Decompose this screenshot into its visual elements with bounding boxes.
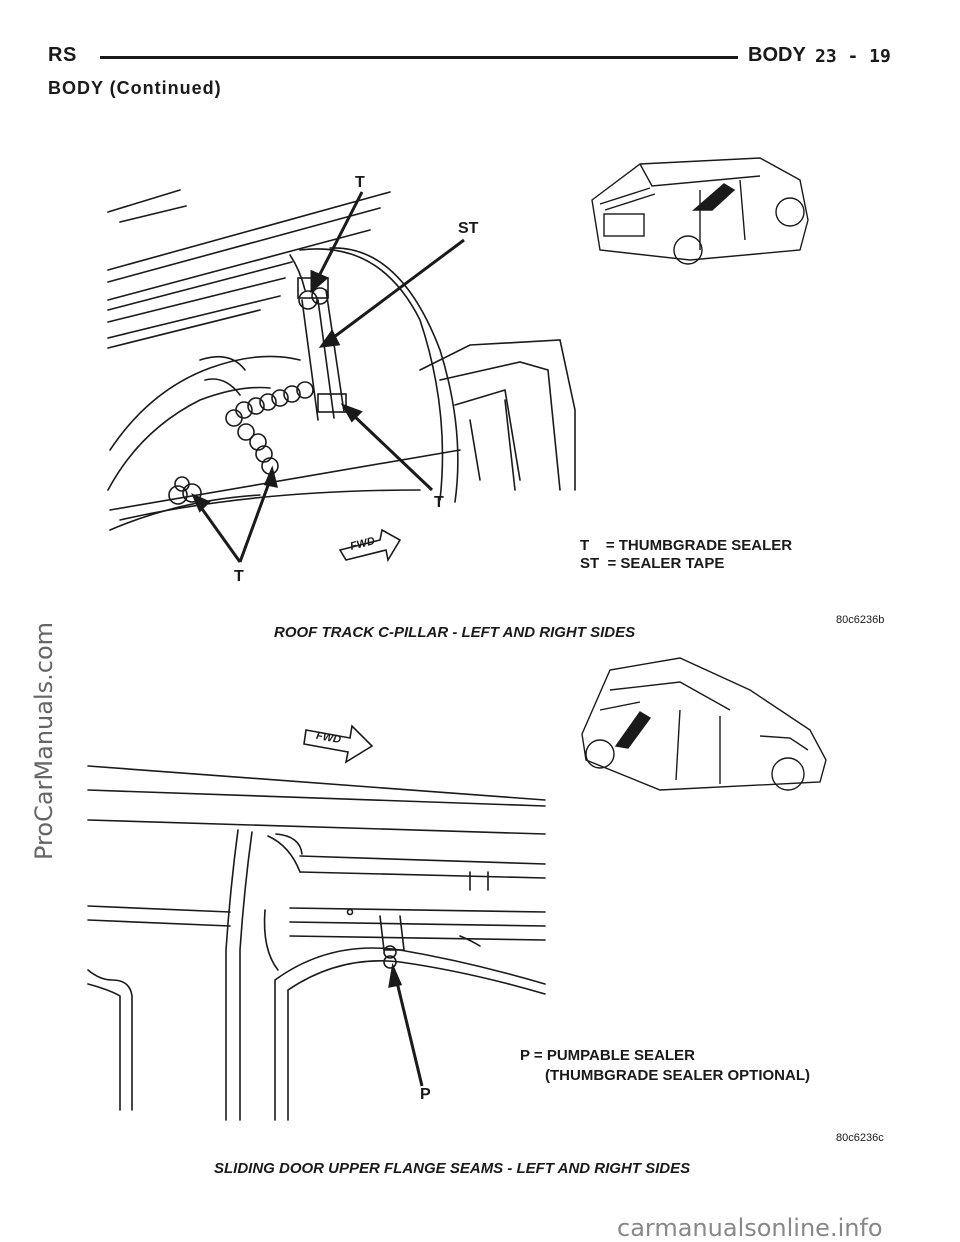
label-st: ST (458, 220, 479, 237)
roof-track-illustration (0, 150, 960, 650)
label-fwd: FWD (315, 729, 342, 747)
label-p: P (420, 1086, 431, 1103)
label-t-bottom: T (234, 568, 244, 585)
figure-caption: ROOF TRACK C-PILLAR - LEFT AND RIGHT SIDES (274, 624, 636, 641)
section-code: RS (48, 44, 77, 66)
figure-caption: SLIDING DOOR UPPER FLANGE SEAMS - LEFT AND RIGHT SIDES (214, 1160, 691, 1177)
figure-id: 80c6236b (836, 614, 885, 626)
section-title: BODY (748, 44, 806, 66)
legend-line-1: P = PUMPABLE SEALER (520, 1047, 695, 1064)
minivan-side-thumbnail (582, 658, 826, 790)
bottom-watermark: carmanualsonline.info (617, 1214, 883, 1242)
page-number: 23 - 19 (815, 46, 891, 67)
label-t-mid: T (434, 494, 444, 511)
legend-line-1: T = THUMBGRADE SEALER (580, 537, 793, 554)
header-rule (100, 56, 738, 59)
legend-line-2: (THUMBGRADE SEALER OPTIONAL) (520, 1067, 810, 1084)
side-watermark: ProCarManuals.com (30, 621, 58, 860)
sliding-door-illustration (0, 650, 960, 1190)
minivan-rear-thumbnail (592, 158, 808, 264)
continued-heading: BODY (Continued) (48, 78, 222, 98)
label-t-top: T (355, 174, 365, 191)
label-fwd: FWD (348, 535, 377, 553)
figure-roof-track (0, 150, 960, 650)
figure-sliding-door (0, 650, 960, 1190)
figure-id: 80c6236c (836, 1132, 884, 1144)
legend-line-2: ST = SEALER TAPE (580, 555, 725, 572)
